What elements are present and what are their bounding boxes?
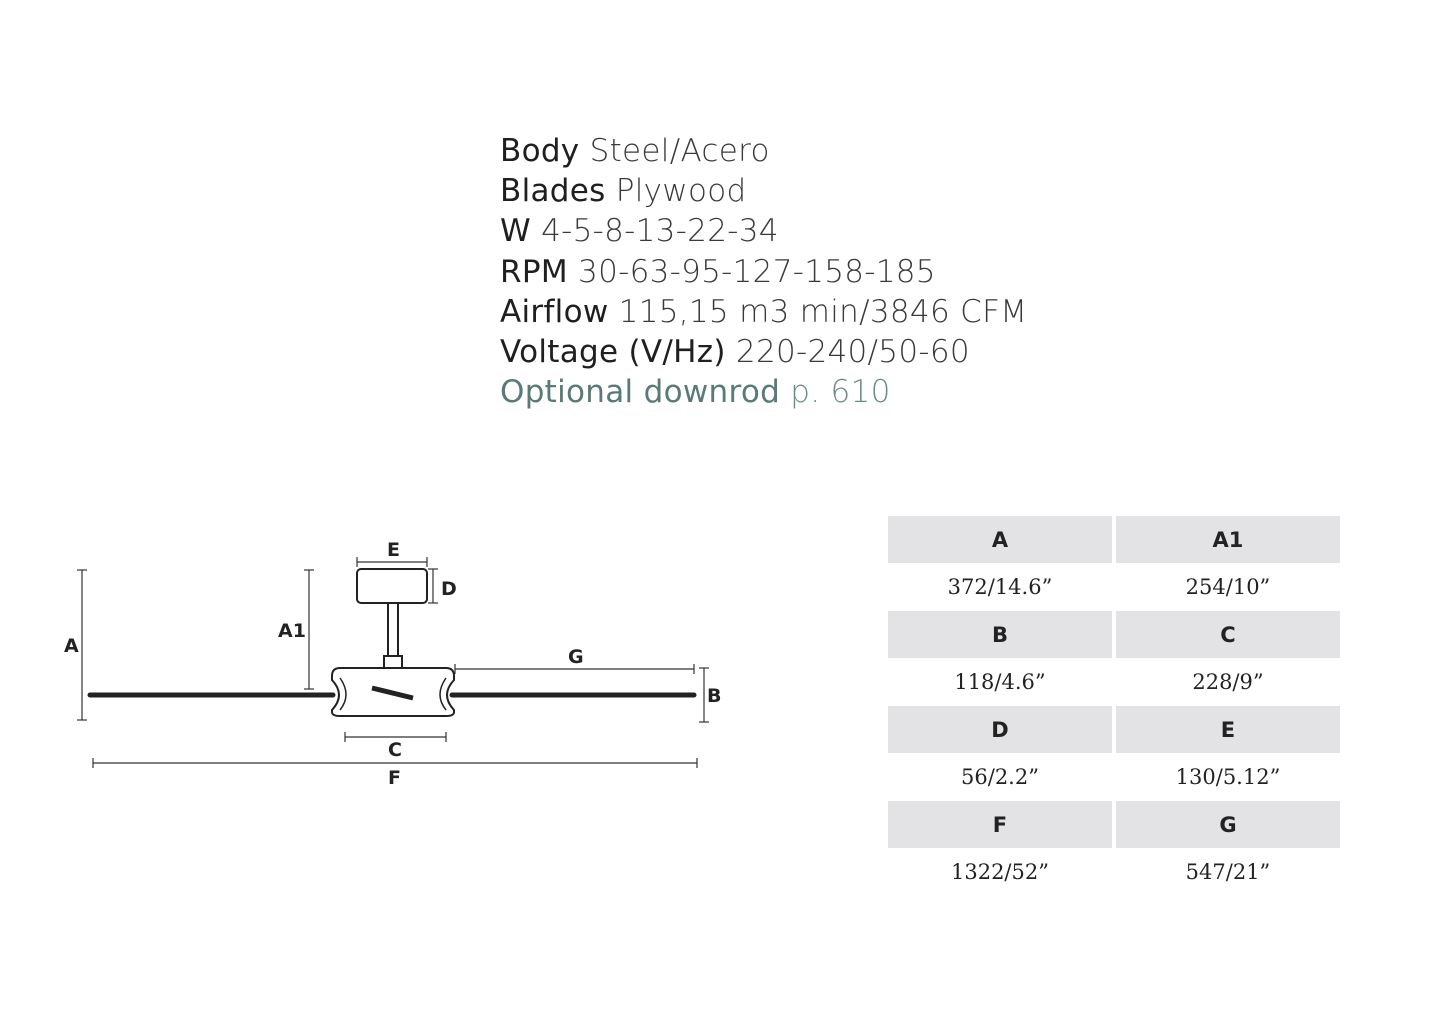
downrod	[388, 603, 398, 656]
table-key-cell: D	[888, 706, 1112, 753]
spec-label: Body	[500, 133, 580, 169]
spec-label: W	[500, 213, 531, 250]
table-key-cell: C	[1112, 611, 1340, 658]
table-key-cell: A1	[1112, 516, 1340, 563]
table-row	[888, 563, 1340, 611]
table-key-cell: G	[1112, 801, 1340, 848]
spec-label: Blades	[500, 173, 606, 210]
table-header-row	[888, 706, 1340, 753]
table-header-row	[888, 801, 1340, 848]
spec-value: Steel/Acero	[589, 133, 770, 169]
table-value-cell: 118/4.6”	[954, 670, 1046, 694]
dimension-label-c: C	[388, 739, 402, 761]
table-header-row	[888, 516, 1340, 563]
spec-value: 115,15 m3 min/3846 CFM	[618, 293, 1028, 330]
dimension-label-b: B	[707, 685, 722, 707]
spec-value: Plywood	[615, 173, 747, 210]
ceiling-canopy	[357, 569, 427, 603]
table-key-cell: B	[888, 611, 1112, 658]
spec-label: RPM	[500, 253, 568, 290]
dimension-label-a: A	[64, 635, 79, 657]
spec-value[interactable]: p. 610	[790, 374, 891, 411]
table-value-cell: 56/2.2”	[961, 765, 1039, 789]
dimensions-table	[888, 516, 1340, 896]
table-key-cell: E	[1112, 706, 1340, 753]
spec-value: 220-240/50-60	[735, 333, 970, 370]
table-key-cell: A	[888, 516, 1112, 563]
dimension-label-d: D	[441, 578, 457, 600]
downrod-coupler	[384, 656, 402, 668]
table-row	[888, 658, 1340, 706]
table-value-cell: 228/9”	[1112, 658, 1340, 706]
table-header-row	[888, 611, 1340, 658]
table-value-cell: 1322/52”	[950, 860, 1049, 884]
dimension-label-f: F	[388, 767, 401, 789]
dimension-label-e: E	[387, 539, 400, 561]
spec-label: Airflow	[500, 293, 609, 330]
table-value-cell: 130/5.12”	[1112, 753, 1340, 801]
dimension-label-a1: A1	[278, 620, 306, 642]
dimension-d	[428, 569, 438, 603]
spec-value: 30-63-95-127-158-185	[578, 253, 936, 290]
table-value-cell: 254/10”	[1112, 563, 1340, 611]
spec-value: 4-5-8-13-22-34	[541, 213, 779, 250]
spec-label: Voltage (V/Hz)	[500, 333, 726, 370]
dimension-label-g: G	[568, 646, 584, 668]
table-value-cell: 372/14.6”	[947, 575, 1053, 599]
table-row	[888, 848, 1340, 896]
table-key-cell: F	[888, 801, 1112, 848]
table-row	[888, 753, 1340, 801]
spec-label[interactable]: Optional downrod	[500, 374, 781, 411]
table-value-cell: 547/21”	[1112, 848, 1340, 896]
